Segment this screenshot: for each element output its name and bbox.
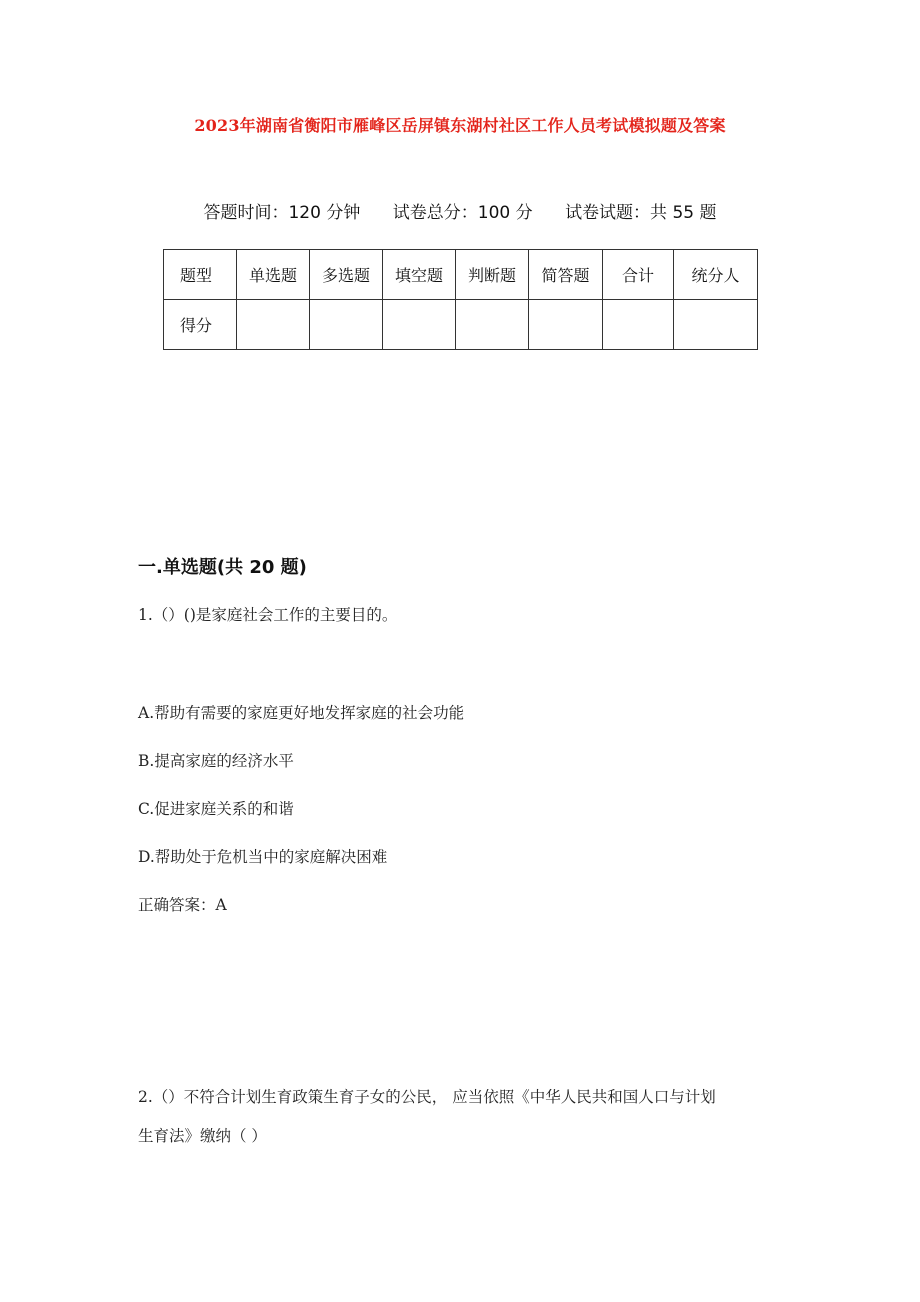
score-table	[163, 249, 758, 350]
score-cell	[310, 300, 383, 350]
question-1-option-b: B.提高家庭的经济水平	[138, 752, 294, 770]
exam-title: 2023年湖南省衡阳市雁峰区岳屏镇东湖村社区工作人员考试模拟题及答案	[194, 116, 726, 135]
question-1-stem: 1.（）()是家庭社会工作的主要目的。	[138, 606, 398, 624]
score-table-header-row	[164, 250, 758, 300]
score-row-label: 得分	[164, 300, 237, 350]
header-cell-scorer: 统分人	[674, 250, 758, 300]
exam-total-score: 试卷总分：100 分	[392, 203, 533, 223]
question-2-stem-line-1: 2.（）不符合计划生育政策生育子女的公民， 应当依照《中华人民共和国人口与计划	[138, 1088, 716, 1106]
section-heading: 一.单选题(共 20 题)	[138, 557, 307, 578]
header-cell-type: 题型	[164, 250, 237, 300]
question-1-answer: 正确答案：A	[138, 896, 227, 914]
score-cell	[237, 300, 310, 350]
question-1-option-d: D.帮助处于危机当中的家庭解决困难	[138, 848, 388, 866]
exam-time: 答题时间：120 分钟	[203, 203, 361, 223]
score-cell	[456, 300, 529, 350]
header-cell-short: 简答题	[529, 250, 603, 300]
score-cell	[383, 300, 456, 350]
question-1-option-a: A.帮助有需要的家庭更好地发挥家庭的社会功能	[138, 704, 465, 722]
exam-question-count: 试卷试题：共 55 题	[565, 203, 717, 223]
header-cell-fill: 填空题	[383, 250, 456, 300]
question-2-stem-line-2: 生育法》缴纳（ ）	[138, 1127, 267, 1145]
score-cell	[674, 300, 758, 350]
header-cell-multiple: 多选题	[310, 250, 383, 300]
question-1-option-c: C.促进家庭关系的和谐	[138, 800, 294, 818]
score-table-score-row	[164, 300, 758, 350]
exam-info	[0, 198, 920, 223]
header-cell-single: 单选题	[237, 250, 310, 300]
score-cell	[529, 300, 603, 350]
header-cell-total: 合计	[603, 250, 674, 300]
header-cell-judge: 判断题	[456, 250, 529, 300]
score-cell	[603, 300, 674, 350]
